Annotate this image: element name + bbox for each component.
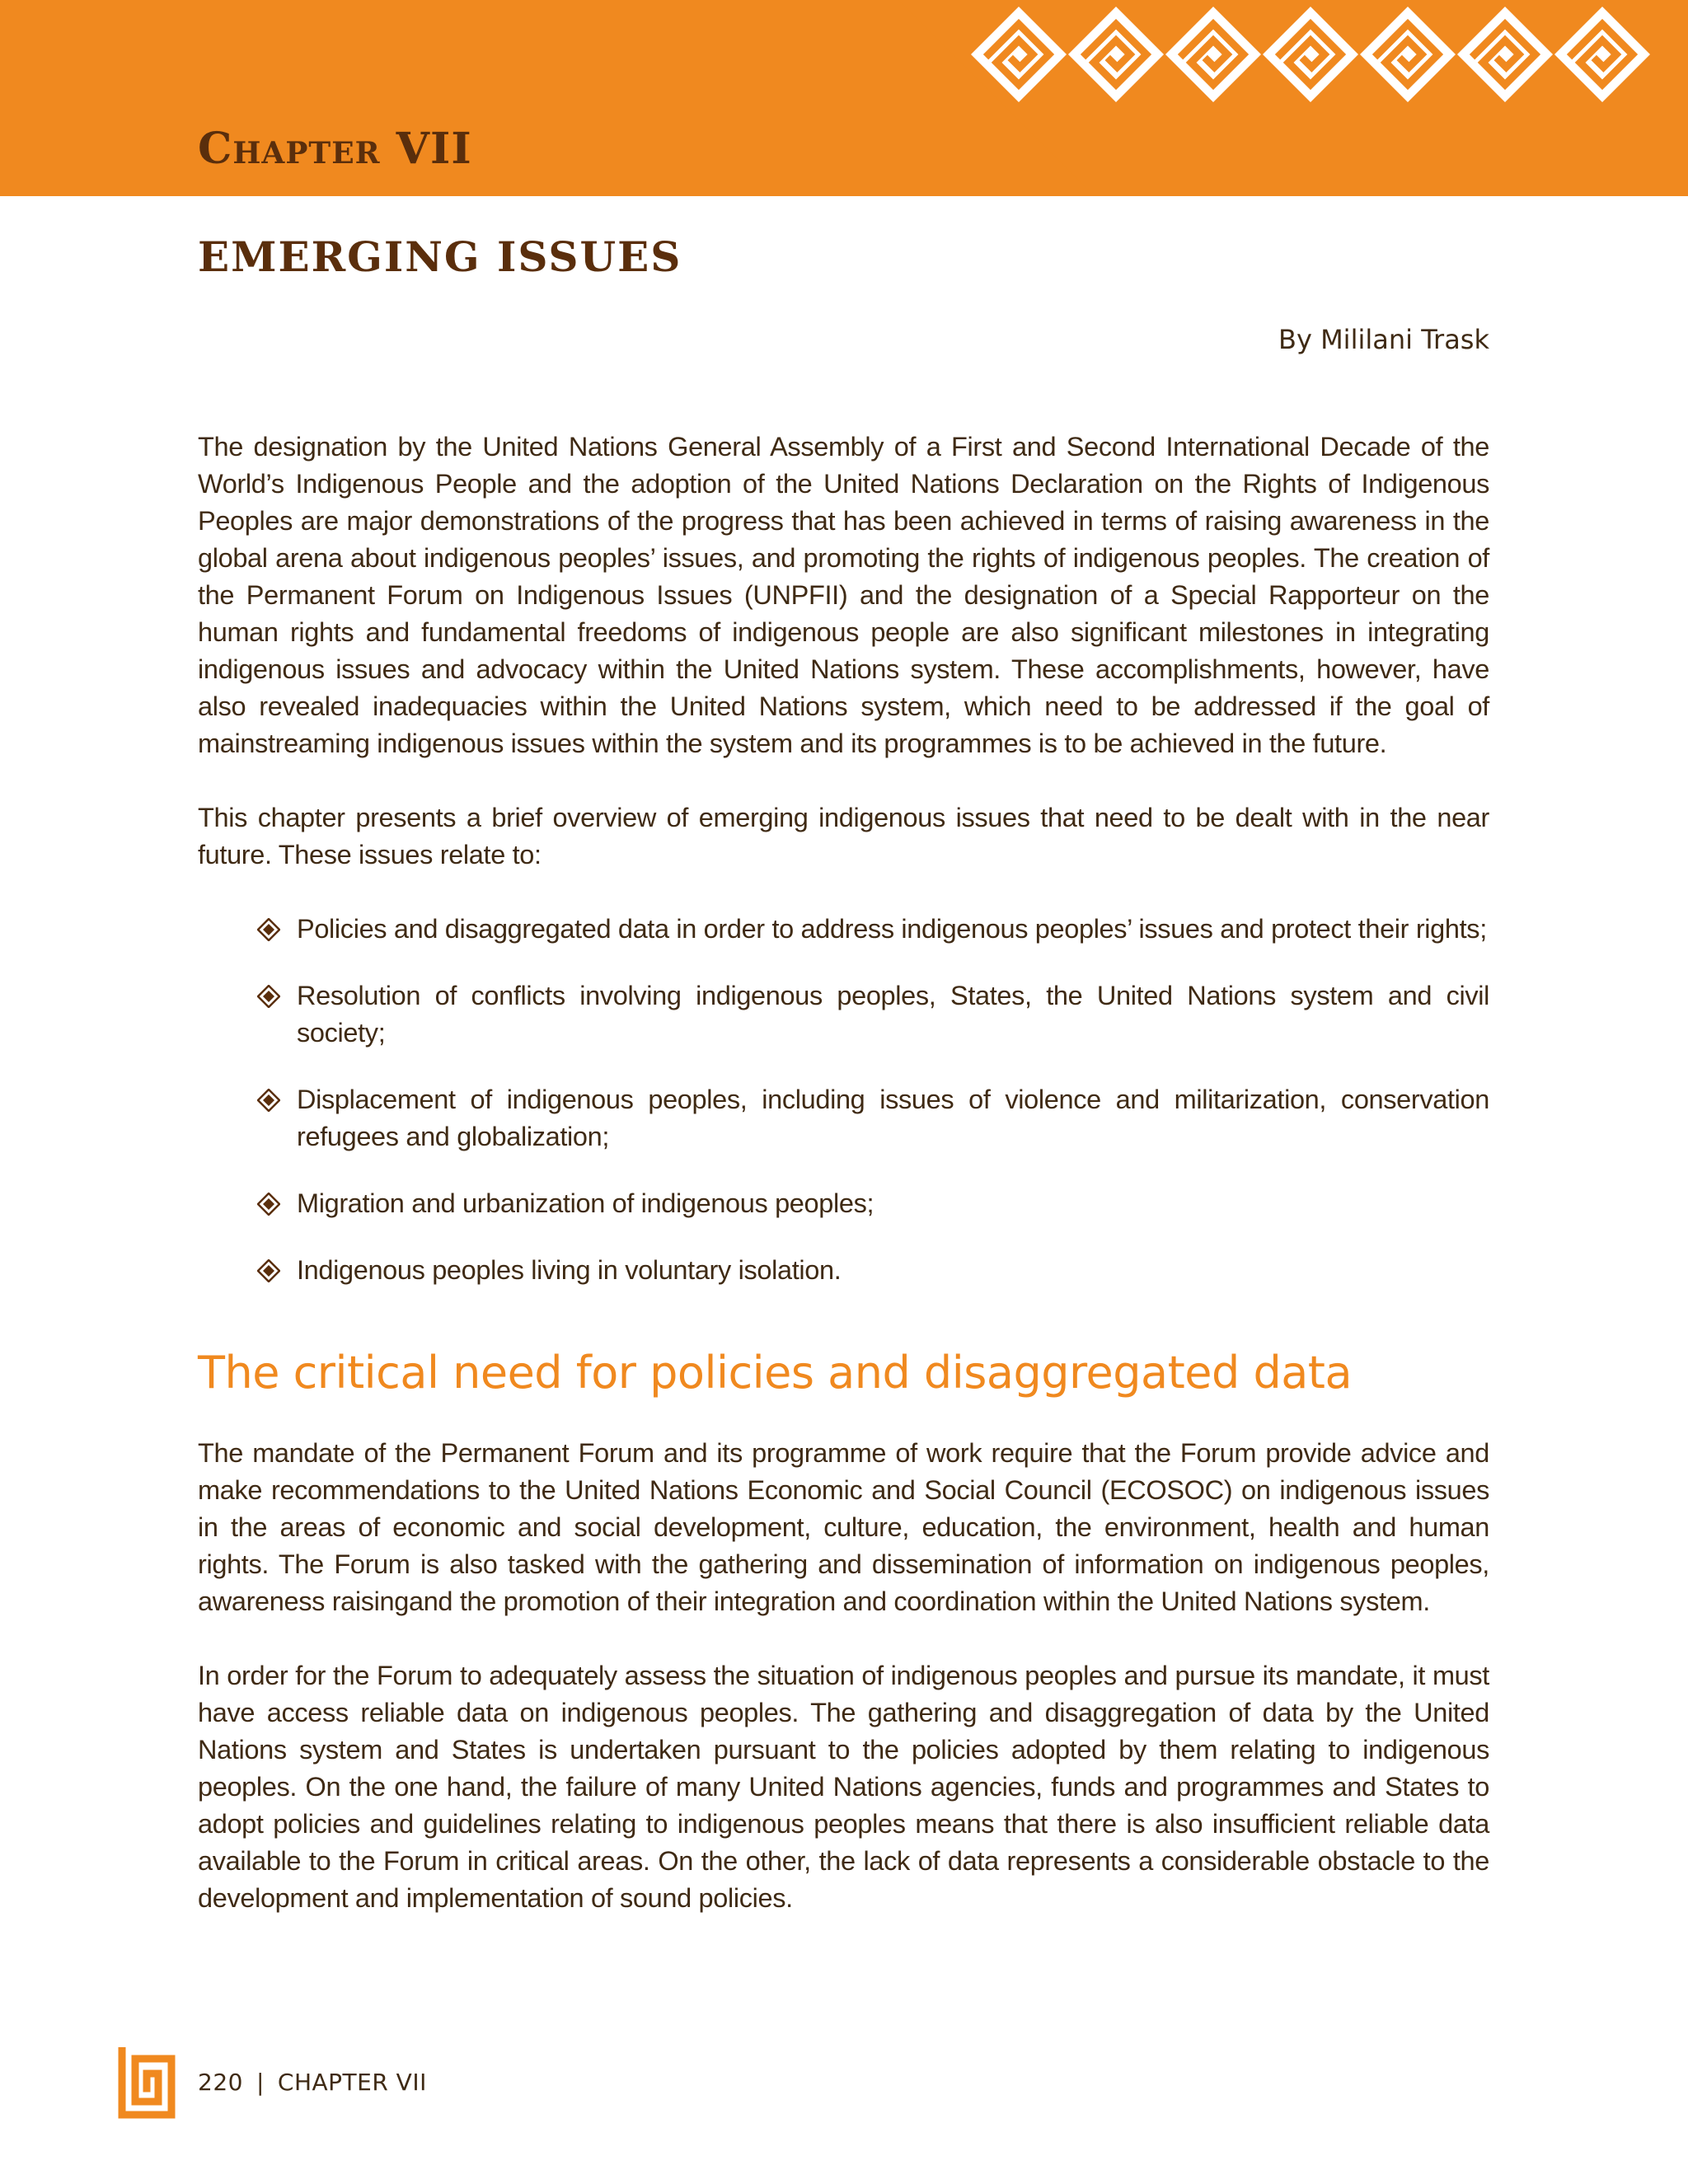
issues-list [198,911,1489,1289]
list-item [257,1081,1489,1155]
page-title: EMERGING ISSUES [198,232,682,281]
footer-separator: | [256,2069,265,2096]
chapter-label: Chapter VII [198,124,472,174]
diamond-bullet-icon [257,1259,280,1282]
list-item-text: Displacement of indigenous peoples, including issues of violence and militarization, conservation refugees and globalization; [297,1085,1489,1151]
list-item-text: Indigenous peoples living in voluntary isolation. [297,1255,842,1285]
list-item-text: Migration and urbanization of indigenous peoples; [297,1188,874,1218]
section-paragraph: In order for the Forum to adequately assess the situation of indigenous peoples and pursue its mandate, it must have access reliable data on indigenous peoples. The gathering and disaggregation of data by the United Nations system and States is undertaken pursuant to the policies adopted by them relating to indigenous peoples. On the one hand, the failure of many United Nations agencies, funds and programmes and States to adopt policies and guidelines relating to indigenous peoples means that there is also insufficient reliable data available to the Forum in critical areas. On the other, the lack of data represents a considerable obstacle to the development and implementation of sound policies. [198,1661,1489,1913]
section-heading: The critical need for policies and disaggregated data [198,1347,1353,1399]
author-byline: By Mililani Trask [1278,324,1489,355]
intro-paragraph: The designation by the United Nations General Assembly of a First and Second International Decade of the World’s Indigenous People and the adoption of the United Nations Declaration on the Rights of Indigenous Peoples are major demonstrations of the progress that has been achieved in terms of raising awareness in the global arena about indigenous peoples’ issues, and promoting the rights of indigenous peoples. The creation of the Permanent Forum on Indigenous Issues (UNPFII) and the designation of a Special Rapporteur on the human rights and fundamental freedoms of indigenous people are also significant milestones in integrating indigenous issues and advocacy within the United Nations system. These accomplishments, however, have also revealed inadequacies within the United Nations system, which need to be addressed if the goal of mainstreaming indigenous issues within the system and its programmes is to be achieved in the future. [198,432,1489,758]
list-item [257,977,1489,1052]
diamond-bullet-icon [257,1193,280,1216]
article-body [198,429,1489,1954]
diamond-bullet-icon [257,918,280,941]
greek-key-logo-icon [117,2047,176,2120]
diamond-bullet-icon [257,985,280,1008]
diamond-bullet-icon [257,1089,280,1112]
greek-key-pattern [898,0,1688,196]
list-item [257,1252,1489,1289]
list-item [257,911,1489,948]
list-item [257,1185,1489,1222]
page-number: 220 [198,2069,243,2096]
overview-paragraph: This chapter presents a brief overview of emerging indigenous issues that need to be dealt with in the near future. These issues relate to: [198,803,1489,869]
footer-chapter: CHAPTER VII [277,2069,427,2096]
page-footer [198,2069,427,2096]
list-item-text: Policies and disaggregated data in order to address indigenous peoples’ issues and protect their rights; [297,914,1487,944]
section-paragraph: The mandate of the Permanent Forum and its programme of work require that the Forum provide advice and make recommendations to the United Nations Economic and Social Council (ECOSOC) on indigenous issues in the areas of economic and social development, culture, education, the environment, health and human rights. The Forum is also tasked with the gathering and dissemination of information on indigenous peoples, awareness raisingand the promotion of their integration and coordination within the United Nations system. [198,1438,1489,1616]
list-item-text: Resolution of conflicts involving indigenous peoples, States, the United Nations system and civil society; [297,981,1489,1047]
